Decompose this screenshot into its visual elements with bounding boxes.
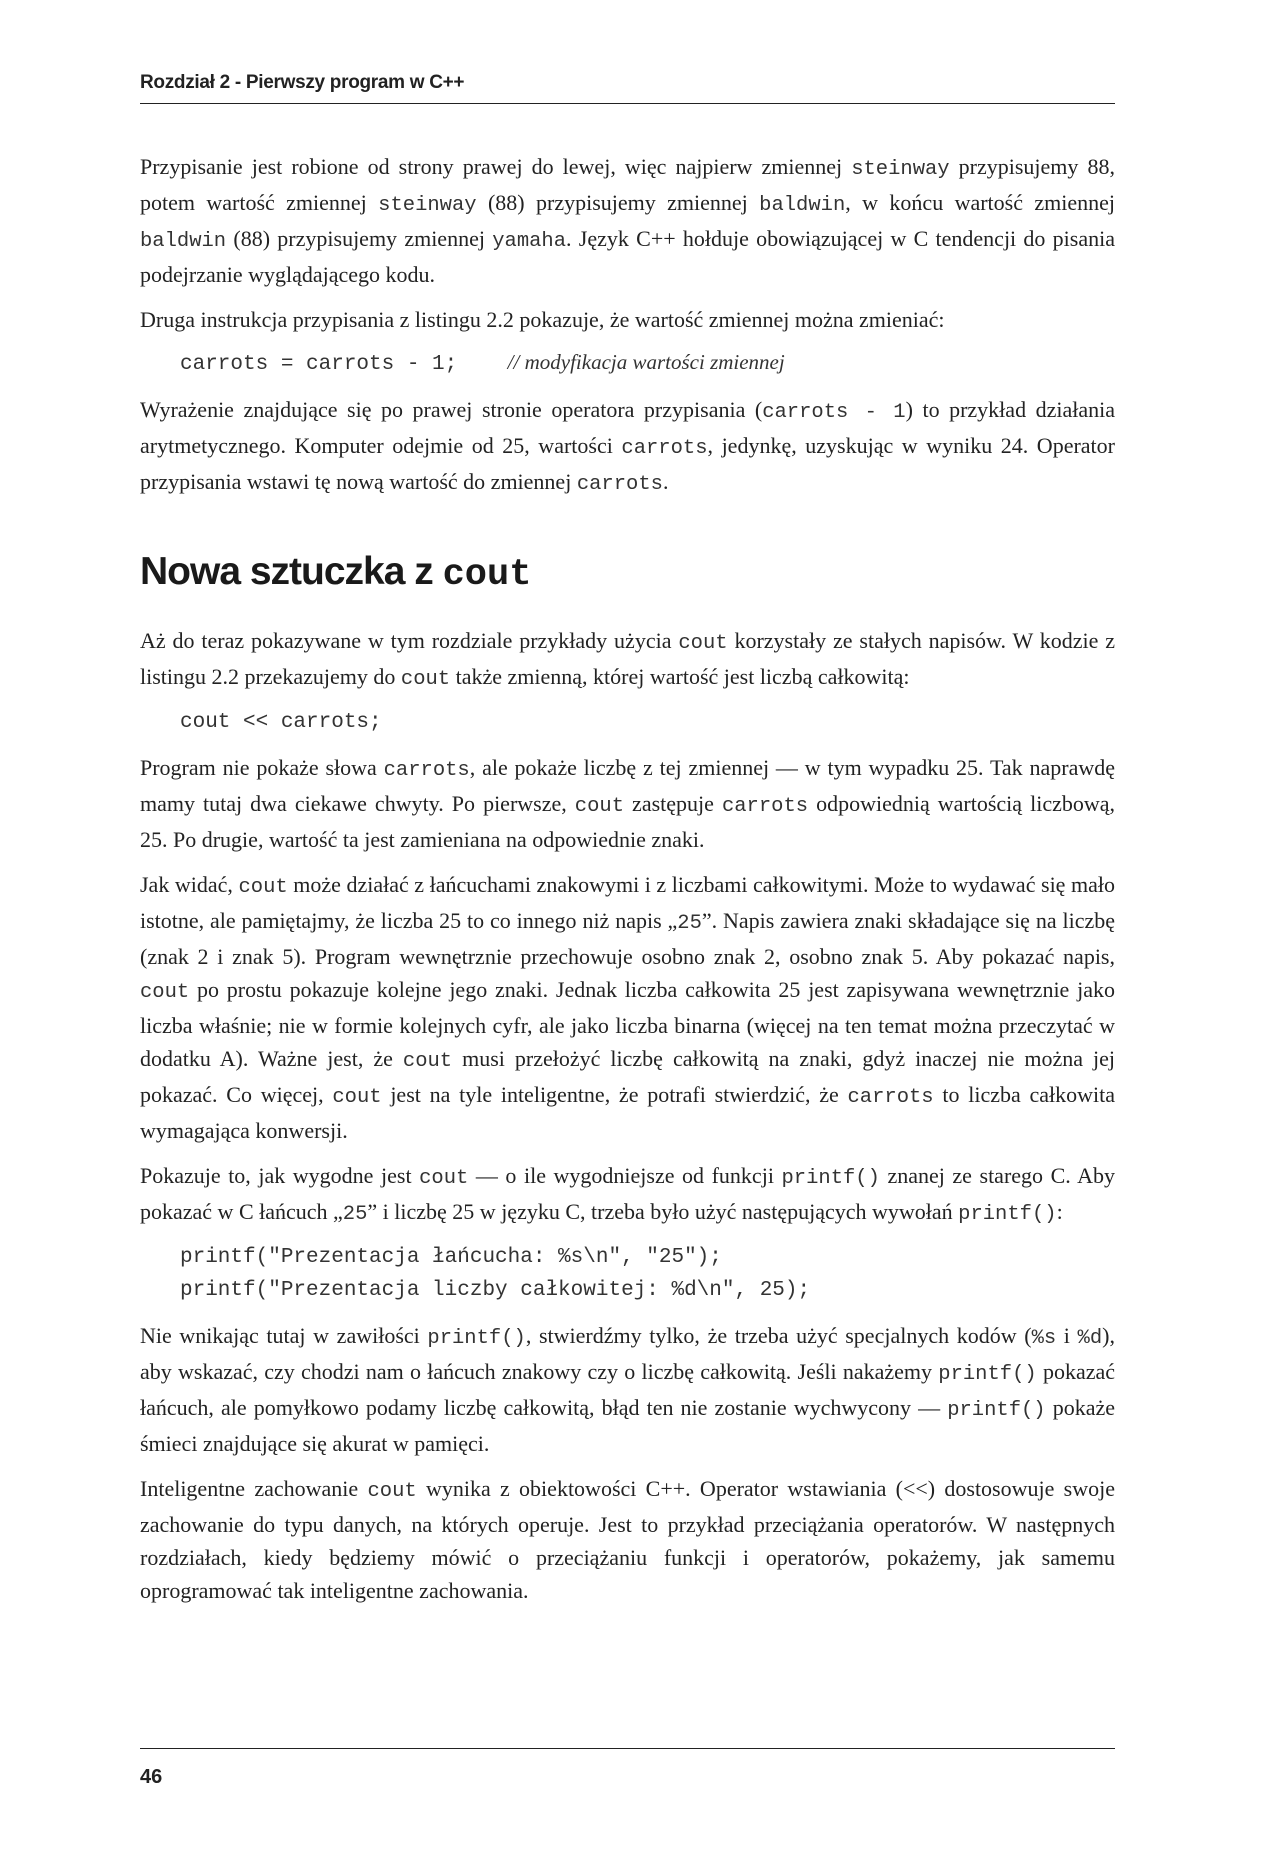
inline-code: cout — [332, 1086, 382, 1109]
text-span: Program nie pokaże słowa — [140, 755, 384, 780]
text-span: może działać z łańcuchami znakowymi i z liczbami całkowitymi. Może to wydawać się mało istotne, ale pamiętajmy, że liczba 25 to co innego niż napis „ — [140, 872, 1115, 933]
text-span: pokazać łańcuch, ale pomyłkowo podamy liczbę całkowitą, błąd ten nie zostanie wychwycony — — [140, 1359, 1115, 1420]
paragraph-6 — [140, 868, 1115, 1147]
text-span: po prostu pokazuje kolejne jego znaki. Jednak liczba całkowita 25 jest zapisywana wewnętrznie jako liczba właśnie; nie w formie kolejnych cyfr, ale jako liczba binarna (więcej na ten temat można przeczytać w dodatku A). Ważne jest, że — [140, 977, 1115, 1071]
text-span: korzystały ze stałych napisów. W kodzie z listingu 2.2 przekazujemy do — [140, 628, 1115, 689]
code-line: printf("Prezentacja łańcucha: %s\n", "25"); — [180, 1246, 722, 1269]
inline-code: cout — [140, 981, 190, 1004]
code-block-2: cout << carrots; — [180, 711, 382, 734]
inline-code: printf() — [938, 1363, 1037, 1386]
inline-code: carrots — [847, 1086, 934, 1109]
inline-code: %s — [1031, 1327, 1057, 1350]
inline-code: cout — [238, 876, 288, 899]
text-span: Pokazuje to, jak wygodne jest — [140, 1163, 420, 1188]
text-span: ” i liczbę 25 w języku C, trzeba było użyć następujących wywołań — [367, 1199, 959, 1224]
inline-code: cout — [419, 1167, 469, 1190]
text-span: ) to przykład działania arytmetycznego. Komputer odejmie od 25, wartości — [140, 397, 1115, 458]
text-span: i — [1056, 1323, 1078, 1348]
paragraph-5 — [140, 751, 1115, 856]
section-heading — [140, 549, 1115, 598]
footer-rule — [140, 1748, 1115, 1749]
inline-code: %d — [1077, 1327, 1103, 1350]
paragraph-7 — [140, 1159, 1115, 1231]
text-span: Wyrażenie znajdujące się po prawej stronie operatora przypisania ( — [140, 397, 763, 422]
inline-code: steinway — [851, 158, 950, 181]
text-span: , stwierdźmy tylko, że trzeba użyć specjalnych kodów ( — [525, 1323, 1032, 1348]
text-span: to liczba całkowita wymagająca konwersji. — [140, 1082, 1115, 1143]
inline-code: carrots — [576, 473, 663, 496]
inline-code: steinway — [378, 194, 477, 217]
inline-code: cout — [574, 795, 625, 818]
text-span: także zmienną, której wartość jest liczbą całkowitą: — [450, 664, 910, 689]
inline-code: baldwin — [759, 194, 846, 217]
paragraph-2: Druga instrukcja przypisania z listingu 2.2 pokazuje, że wartość zmiennej można zmieniać: — [140, 307, 945, 332]
text-span: Inteligentne zachowanie — [140, 1476, 368, 1501]
inline-code: printf() — [958, 1203, 1057, 1226]
text-span: ”. Napis zawiera znaki składające się na liczbę (znak 2 i znak 5). Program wewnętrznie przechowuje osobno znak 2, osobno znak 5. Aby pokazać napis, — [140, 908, 1115, 969]
text-span: Jak widać, — [140, 872, 239, 897]
code-block-3 — [180, 1241, 1115, 1307]
text-span: (88) przypisujemy zmiennej — [476, 190, 760, 215]
header-rule — [140, 103, 1115, 104]
heading-code: cout — [442, 554, 532, 596]
text-span: . — [662, 469, 669, 494]
code-block-1 — [180, 346, 1115, 381]
inline-code: carrots — [621, 437, 708, 460]
text-span: jest na tyle inteligentne, że potrafi stwierdzić, że — [381, 1082, 848, 1107]
text-span: Nie wnikając tutaj w zawiłości — [140, 1323, 428, 1348]
inline-code: cout — [367, 1480, 417, 1503]
inline-code: carrots - 1 — [762, 401, 906, 424]
inline-code: 25 — [677, 912, 702, 935]
text-span: odpowiednią wartością liczbową, 25. Po drugie, wartość ta jest zamieniana na odpowiednie znaki. — [140, 791, 1116, 852]
page-number: 46 — [140, 1766, 163, 1788]
inline-code: yamaha — [492, 230, 567, 253]
text-span: (88) przypisujemy zmiennej — [226, 226, 493, 251]
inline-code: baldwin — [140, 230, 227, 253]
text-span: — o ile wygodniejsze od funkcji — [468, 1163, 782, 1188]
paragraph-9 — [140, 1472, 1115, 1607]
inline-code: cout — [402, 1050, 453, 1073]
running-head: Rozdział 2 - Pierwszy program w C++ — [140, 72, 465, 93]
text-span: Przypisanie jest robione od strony prawej do lewej, więc najpierw zmiennej — [140, 154, 852, 179]
inline-code: printf() — [781, 1167, 880, 1190]
inline-code: carrots — [383, 759, 470, 782]
inline-code: 25 — [342, 1203, 368, 1226]
inline-code: cout — [678, 632, 728, 655]
heading-text: Nowa sztuczka z — [140, 550, 443, 593]
text-span: , jedynkę, uzyskując w wyniku 24. Operator przypisania wstawi tę nową wartość do zmiennej — [140, 433, 1115, 494]
paragraph-1 — [140, 150, 1115, 291]
code-line: printf("Prezentacja liczby całkowitej: %d\n", 25); — [180, 1279, 811, 1302]
inline-code: printf() — [427, 1327, 526, 1350]
text-span: , ale pokaże liczbę z tej zmiennej — w tym wypadku 25. Tak naprawdę mamy tutaj dwa ciekawe chwyty. Po pierwsze, — [140, 755, 1115, 816]
inline-code: printf() — [947, 1399, 1046, 1422]
paragraph-3 — [140, 393, 1115, 501]
text-span: przypisujemy 88, potem wartość zmiennej — [140, 154, 1115, 215]
text-span: znanej ze starego C. Aby pokazać w C łańcuch „ — [140, 1163, 1115, 1224]
paragraph-4 — [140, 624, 1115, 696]
inline-code: carrots — [721, 795, 809, 818]
text-span: musi przełożyć liczbę całkowitą na znaki, gdyż inaczej nie można jej pokazać. Co więcej, — [140, 1046, 1115, 1107]
text-span: pokaże śmieci znajdujące się akurat w pamięci. — [140, 1395, 1115, 1456]
text-span: wynika z obiektowości C++. Operator wstawiania (<<) dostosowuje swoje zachowanie do typu danych, na których operuje. Jest to przykład przeciążania operatorów. W następnych rozdziałach, kiedy będziemy mówić o przeciążaniu funkcji i operatorów, pokażemy, jak samemu oprogramować tak inteligentne zachowania. — [140, 1476, 1115, 1603]
paragraph-8 — [140, 1319, 1115, 1460]
page-body — [140, 150, 1115, 1619]
text-span: : — [1056, 1199, 1063, 1224]
text-span: . Język C++ hołduje obowiązującej w C tendencji do pisania podejrzanie wyglądającego kodu. — [140, 226, 1116, 287]
inline-code: cout — [400, 668, 451, 691]
code-comment: // modyfikacja wartości zmiennej — [507, 350, 785, 374]
text-span: , w końcu wartość zmiennej — [845, 190, 1115, 215]
text-span: Aż do teraz pokazywane w tym rozdziale przykłady użycia — [140, 628, 679, 653]
code-line: carrots = carrots - 1; — [180, 353, 458, 376]
text-span: zastępuje — [624, 791, 722, 816]
text-span: ), aby wskazać, czy chodzi nam o łańcuch znakowy czy o liczbę całkowitą. Jeśli nakażemy — [140, 1323, 1115, 1384]
